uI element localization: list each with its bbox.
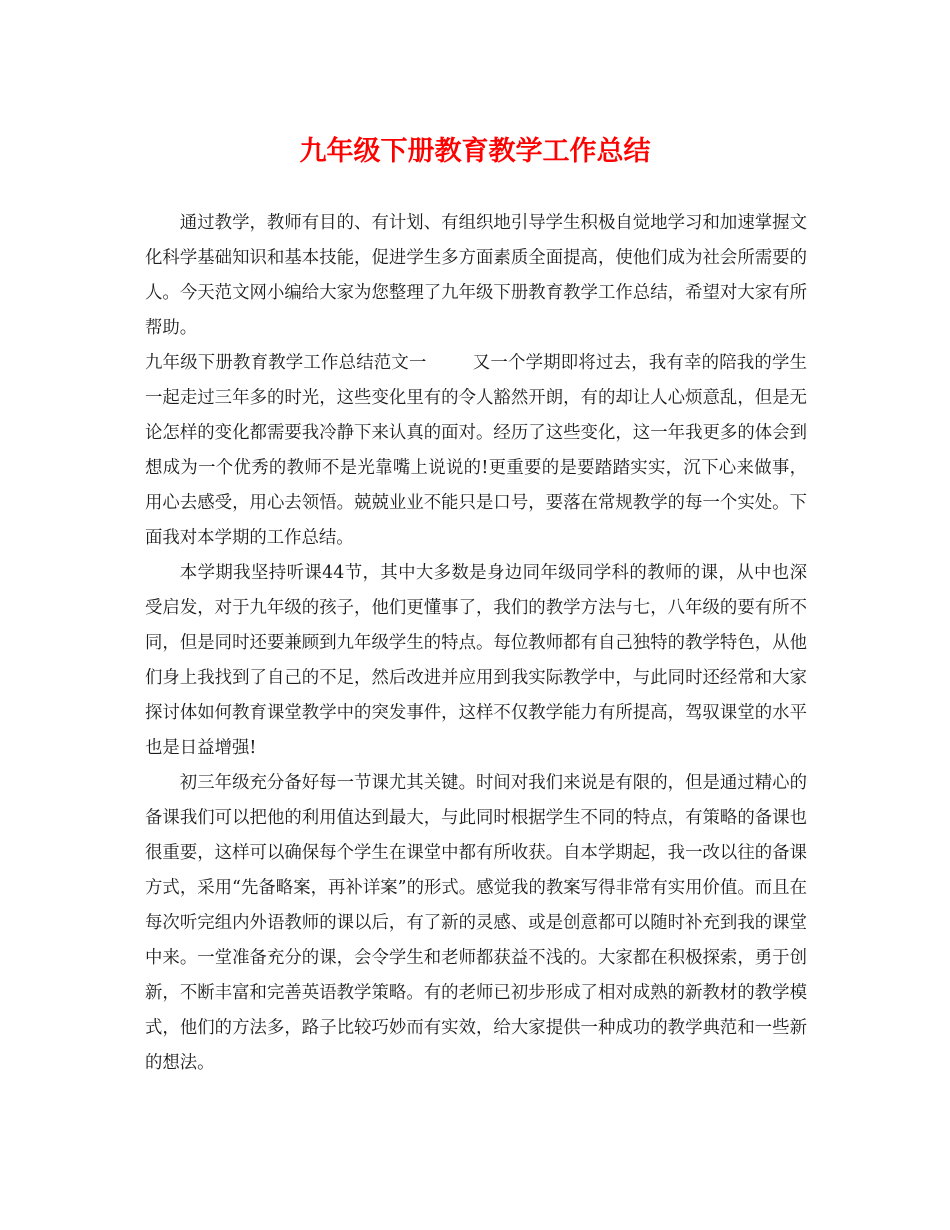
section-paragraph [145,346,807,556]
section-opening-text: 又一个学期即将过去，我有幸的陪我的学生一起走过三年多的时光，这些变化里有的令人豁然开朗，有的却让人心烦意乱，但是无论怎样的变化都需要我冷静下来认真的面对。经历了这些变化，这一年我更多的体会到想成为一个优秀的教师不是光靠嘴上说说的!更重要的是要踏踏实实，沉下心来做事，用心去感受，用心去领悟。兢兢业业不能只是口号，要落在常规教学的每一个实处。下面我对本学期的工作总结。 [145,353,807,548]
body-paragraph-2: 本学期我坚持听课44节，其中大多数是身边同年级同学科的教师的课，从中也深受启发，对于九年级的孩子，他们更懂事了，我们的教学方法与七，八年级的要有所不同，但是同时还要兼顾到九年级学生的特点。每位教师都有自己独特的教学特色，从他们身上我找到了自己的不足，然后改进并应用到我实际教学中，与此同时还经常和大家探讨体如何教育课堂教学中的突发事件，这样不仅教学能力有所提高，驾驭课堂的水平也是日益增强! [145,563,807,758]
section-heading: 九年级下册教育教学工作总结范文一 [145,353,427,373]
intro-paragraph: 通过教学，教师有目的、有计划、有组织地引导学生积极自觉地学习和加速掌握文化科学基础知识和基本技能，促进学生多方面素质全面提高，使他们成为社会所需要的人。今天范文网小编给大家为您整理了九年级下册教育教学工作总结，希望对大家有所帮助。 [145,213,807,338]
document-body [145,206,807,1081]
body-paragraph-3: 初三年级充分备好每一节课尤其关键。时间对我们来说是有限的，但是通过精心的备课我们可以把他的利用值达到最大，与此同时根据学生不同的特点，有策略的备课也很重要，这样可以确保每个学生在课堂中都有所收获。自本学期起，我一改以往的备课方式，采用“先备略案，再补详案”的形式。感觉我的教案写得非常有实用价值。而且在每次听完组内外语教师的课以后，有了新的灵感、或是创意都可以随时补充到我的课堂中来。一堂准备充分的课，会令学生和老师都获益不浅的。大家都在积极探索，勇于创新，不断丰富和完善英语教学策略。有的老师已初步形成了相对成熟的新教材的教学模式，他们的方法多，路子比较巧妙而有实效，给大家提供一种成功的教学典范和一些新的想法。 [145,773,807,1073]
document-title: 九年级下册教育教学工作总结 [299,136,651,167]
